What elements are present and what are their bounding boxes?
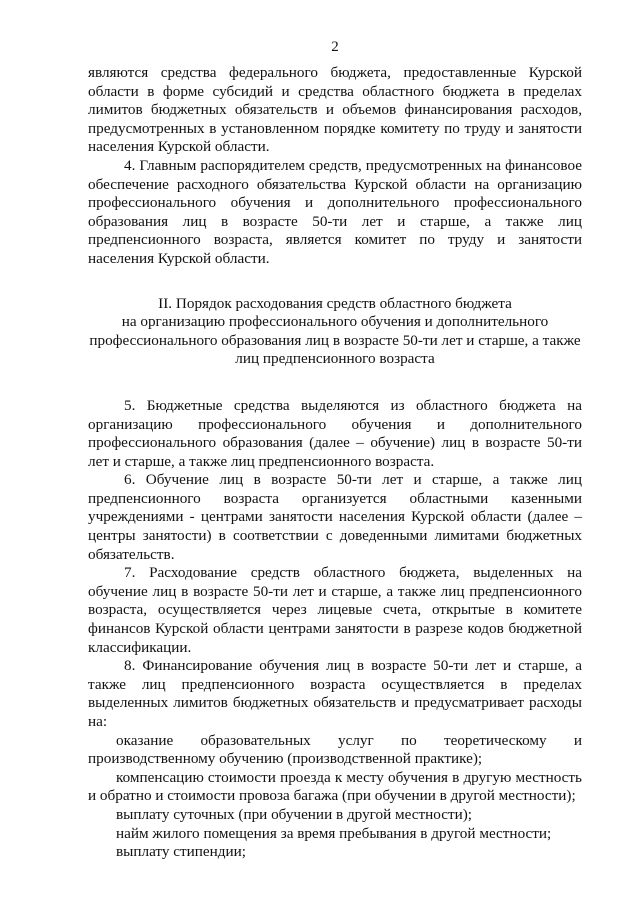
section-heading-line-3: профессионального образования лиц в возрасте 50-ти лет и старше, а также [89, 331, 581, 349]
paragraph-6: 6. Обучение лиц в возрасте 50-ти лет и старше, а также лиц предпенсионного возраста организуется областными казенными учреждениями - центрами занятости населения Курской области (далее – центры занятости) в соответствии с доведенными лимитами бюджетных обязательств. [88, 471, 582, 563]
expense-item: выплату суточных (при обучении в другой местности); [116, 805, 473, 823]
expense-item: найм жилого помещения за время пребывания в другой местности; [116, 824, 552, 842]
paragraph-continuation: являются средства федерального бюджета, предоставленные Курской области в форме субсидий и средства областного бюджета в пределах лимитов бюджетных обязательств и объемов финансирования расходов, предусмотренных в установленном порядке комитету по труду и занятости населения Курской области. [88, 64, 582, 156]
section-heading-line-1: II. Порядок расходования средств областного бюджета [158, 294, 512, 312]
paragraph-8: 8. Финансирование обучения лиц в возрасте 50-ти лет и старше, а также лиц предпенсионного возраста осуществляется в пределах выделенных лимитов бюджетных обязательств и предусматривает расходы на: [88, 657, 582, 730]
section-heading-line-4: лиц предпенсионного возраста [235, 350, 435, 368]
paragraph-7: 7. Расходование средств областного бюджета, выделенных на обучение лиц в возрасте 50-ти лет и старше, а также лиц предпенсионного возраста, осуществляется через лицевые счета, открытые в комитете финансов Курской области центрами занятости в разрезе кодов бюджетной классификации. [88, 564, 582, 656]
paragraph-5: 5. Бюджетные средства выделяются из областного бюджета на организацию профессионального обучения и дополнительного профессионального образования (далее – обучение) лиц в возрасте 50-ти лет и старше, а также лиц предпенсионного возраста. [88, 396, 582, 470]
section-heading [88, 295, 582, 369]
section-heading-line-2: на организацию профессионального обучения и дополнительного [121, 313, 549, 331]
expense-item: выплату стипендии; [116, 843, 246, 861]
expense-item: компенсацию стоимости проезда к месту обучения в другую местность и обратно и стоимости провоза багажа (при обучении в другой местности); [88, 768, 582, 805]
page-number: 2 [331, 39, 339, 55]
paragraph-4: 4. Главным распорядителем средств, предусмотренных на финансовое обеспечение расходного обязательства Курской области на организацию профессионального обучения и дополнительного профессионального образования лиц в возрасте 50-ти лет и старше, а также лиц предпенсионного возраста, является комитет по труду и занятости населения Курской области. [88, 156, 582, 267]
expense-item: оказание образовательных услуг по теоретическому и производственному обучению (производственной практике); [88, 731, 582, 768]
document-page [88, 38, 582, 862]
